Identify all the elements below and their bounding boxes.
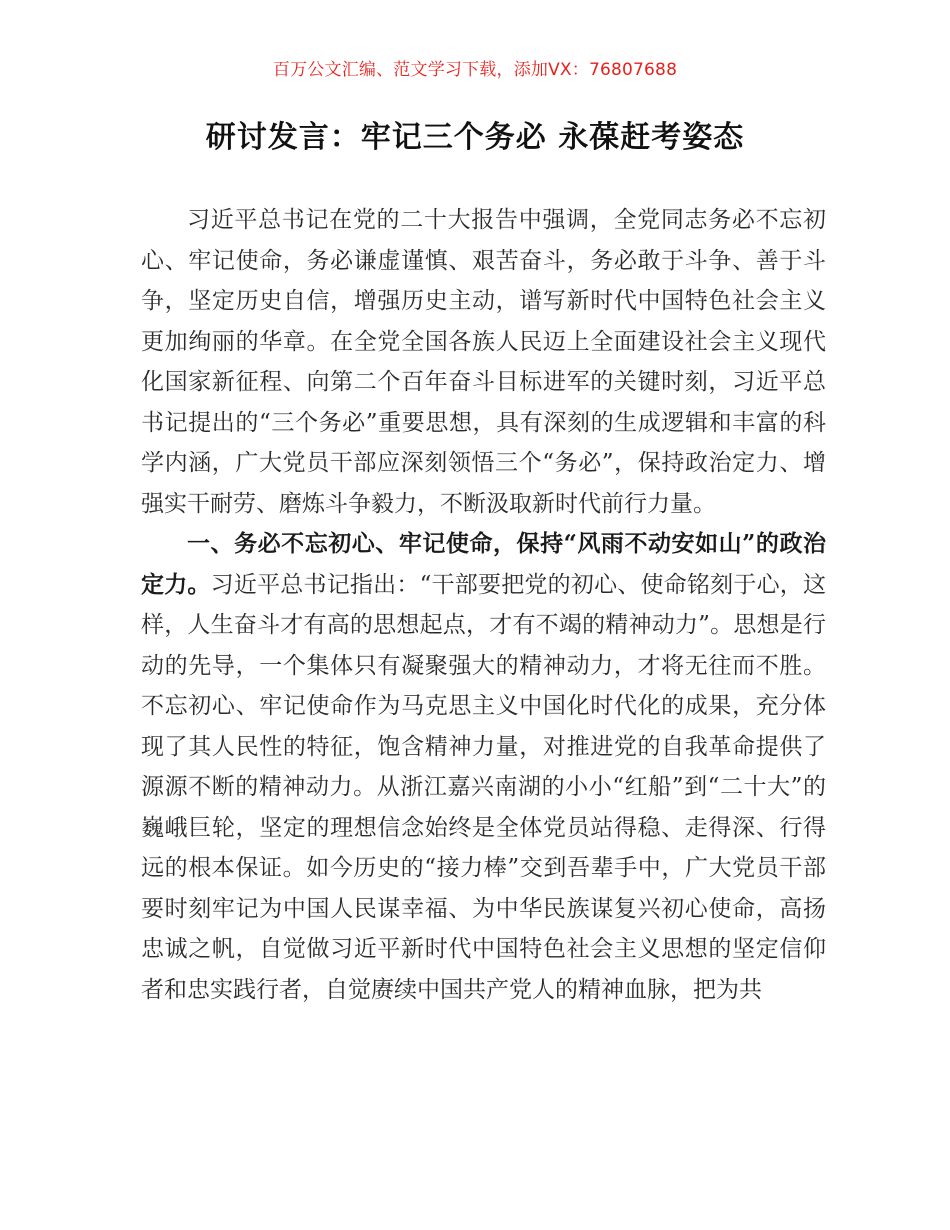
paragraph-text: 习近平总书记在党的二十大报告中强调，全党同志务必不忘初心、牢记使命，务必谦虚谨慎、艰苦奋斗，务必敢于斗争、善于斗争，坚定历史自信，增强历史主动，谱写新时代中国特色社会主义更加绚丽的华章。在全党全国各族人民迈上全面建设社会主义现代化国家新征程、向第二个百年奋斗目标进军的关键时刻，习近平总书记提出的“三个务必”重要思想，具有深刻的生成逻辑和丰富的科学内涵，广大党员干部应深刻领悟三个“务必”，保持政治定力、增强实干耐劳、磨炼斗争毅力，不断汲取新时代前行力量。	[141, 207, 826, 517]
section-heading: 一、务必不忘初心、牢记使命，保持“风雨不动安如山”的政治定力。	[141, 530, 826, 598]
paragraph-section-1	[141, 524, 826, 1010]
paragraph-text: 习近平总书记指出：“干部要把党的初心、使命铭刻于心，这样，人生奋斗才有高的思想起点，才有不竭的精神动力”。思想是行动的先导，一个集体只有凝聚强大的精神动力，才将无往而不胜。不忘初心、牢记使命作为马克思主义中国化时代化的成果，充分体现了其人民性的特征，饱含精神力量，对推进党的自我革命提供了源源不断的精神动力。从浙江嘉兴南湖的小小“红船”到“二十大”的巍峨巨轮，坚定的理想信念始终是全体党员站得稳、走得深、行得远的根本保证。如今历史的“接力棒”交到吾辈手中，广大党员干部要时刻牢记为中国人民谋幸福、为中华民族谋复兴初心使命，高扬忠诚之帆，自觉做习近平新时代中国特色社会主义思想的坚定信仰者和忠实践行者，自觉赓续中国共产党人的精神血脉，把为共	[141, 571, 827, 1003]
document-body	[141, 200, 826, 1010]
document-title: 研讨发言：牢记三个务必 永葆赶考姿态	[205, 120, 745, 155]
paragraph-intro	[141, 200, 826, 524]
header-watermark-note: 百万公文汇编、范文学习下载，添加VX：76807688	[272, 60, 678, 80]
